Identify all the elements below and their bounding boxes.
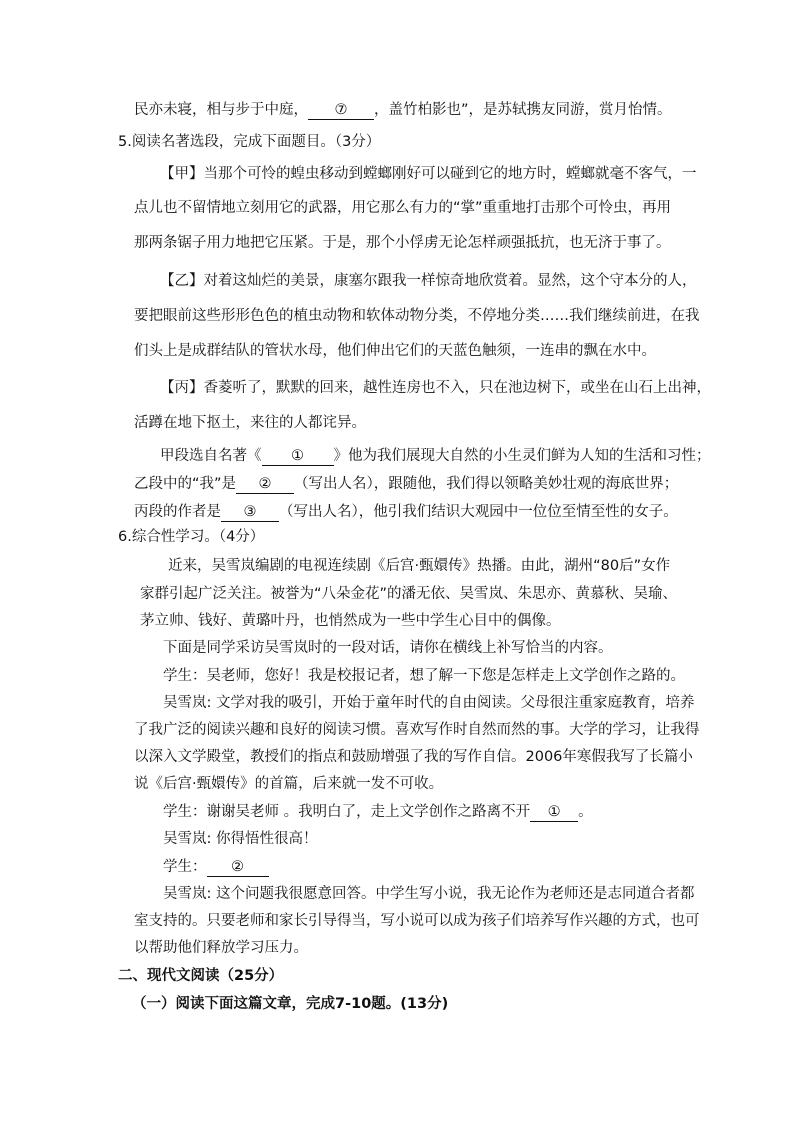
instruction-line: 下面是同学采访吴雪岚时的一段对话，请你在横线上补写恰当的内容。 <box>163 640 613 656</box>
wu-line-2: 吴雪岚: 你得悟性很高！ <box>163 831 318 847</box>
passage-jia-line: 那两条锯子用力地把它压紧。于是，那个小俘虏无论怎样顽强抵抗，也无济于事了。 <box>134 235 671 251</box>
subsection-heading: （一）阅读下面这篇文章，完成7-10题。(13分) <box>132 996 449 1012</box>
text-segment: 。 <box>578 804 593 820</box>
passage-bing-line: 【丙】香菱听了，默默的回来，越性连房也不入，只在池边树下，或坐在山石上出神， <box>160 380 711 396</box>
student-line-3 <box>163 857 269 877</box>
passage-jia-line: 【甲】当那个可怜的蝗虫移动到螳螂刚好可以碰到它的地方时，螳螂就毫不客气，一 <box>160 166 697 182</box>
answer-line-1 <box>160 446 711 466</box>
text-segment: （写出人名），跟随他，我们得以领略美妙壮观的海底世界； <box>294 476 679 492</box>
answer-line-3 <box>134 502 678 522</box>
student-line-2 <box>163 802 593 822</box>
text-line-1 <box>134 100 672 120</box>
wu-line: 了我广泛的阅读兴趣和良好的阅读习惯。喜欢写作时自然而然的事。大学的学习，让我得 <box>134 722 700 738</box>
answer-blank-1: ① <box>262 447 334 466</box>
answer-blank-7: ⑦ <box>308 101 374 120</box>
wu-line: 吴雪岚: 这个问题我很愿意回答。中学生写小说，我无论作为老师还是志同道合者都 <box>163 886 695 902</box>
passage-bing-line: 活蹲在地下抠土，来往的人都诧异。 <box>134 415 366 431</box>
text-segment: ，盖竹柏影也”，是苏轼携友同游，赏月怡情。 <box>374 102 672 118</box>
text-segment: 甲段选自名著《 <box>160 448 262 464</box>
answer-blank-2: ② <box>236 475 294 494</box>
section-heading: 二、现代文阅读（25分） <box>118 968 284 984</box>
wu-line: 以深入文学殿堂，教授们的指点和鼓励增强了我的写作自信。2006年寒假我写了长篇小 <box>134 749 693 765</box>
text-segment: 丙段的作者是 <box>134 504 221 520</box>
text-segment: 民亦未寝，相与步于中庭， <box>134 102 308 118</box>
answer-line-2 <box>134 474 678 494</box>
text-segment: 学生： <box>163 859 207 875</box>
question-6-heading: 6.综合性学习。（4分） <box>118 529 265 545</box>
text-segment: 乙段中的“我”是 <box>134 476 237 492</box>
text-segment: 》他为我们展现大自然的小生灵们鲜为人知的生活和习性； <box>333 448 711 464</box>
wu-line: 吴雪岚: 文学对我的吸引，开始于童年时代的自由阅读。父母很注重家庭教育，培养 <box>163 695 695 711</box>
text-segment: 学生：谢谢吴老师 。我明白了，走上文学创作之路离不开 <box>163 804 531 820</box>
question-5-heading: 5.阅读名著选段，完成下面题目。（3分） <box>118 134 381 150</box>
intro-line: 家群引起广泛关注。被誉为“八朵金花”的潘无依、吴雪岚、朱思亦、黄慕秋、吴瑜、 <box>140 586 678 602</box>
passage-yi-line: 【乙】对着这灿烂的美景，康塞尔跟我一样惊奇地欣赏着。显然，这个守本分的人， <box>160 273 697 289</box>
passage-yi-line: 们头上是成群结队的管状水母，他们伸出它们的天蓝色触须，一连串的飘在水中。 <box>134 343 656 359</box>
passage-yi-line: 要把眼前这些形形色色的植虫动物和软体动物分类，不停地分类……我们继续前进，在我 <box>134 308 700 324</box>
intro-line: 茅立帅、钱好、黄璐叶丹，也悄然成为一些中学生心目中的偶像。 <box>140 613 561 629</box>
answer-blank-1: ① <box>530 803 578 822</box>
student-line-1: 学生：吴老师，您好！我是校报记者，想了解一下您是怎样走上文学创作之路的。 <box>163 668 685 684</box>
wu-line: 说《后宫·甄嬛传》的首篇，后来就一发不可收。 <box>134 776 444 792</box>
wu-line: 室支持的。只要老师和家长引导得当，写小说可以成为孩子们培养写作兴趣的方式，也可 <box>134 913 700 929</box>
wu-line: 以帮助他们释放学习压力。 <box>134 940 308 956</box>
answer-blank-2: ② <box>207 858 269 877</box>
passage-jia-line: 点儿也不留情地立刻用它的武器，用它那么有力的“掌”重重地打击那个可怜虫，再用 <box>134 200 672 216</box>
text-segment: （写出人名），他引我们结识大观园中一位位至情至性的女子。 <box>279 504 678 520</box>
intro-line: 近来，吴雪岚编剧的电视连续剧《后宫·甄嬛传》热播。由此，湖州“80后”女作 <box>168 558 671 574</box>
answer-blank-3: ③ <box>221 503 279 522</box>
